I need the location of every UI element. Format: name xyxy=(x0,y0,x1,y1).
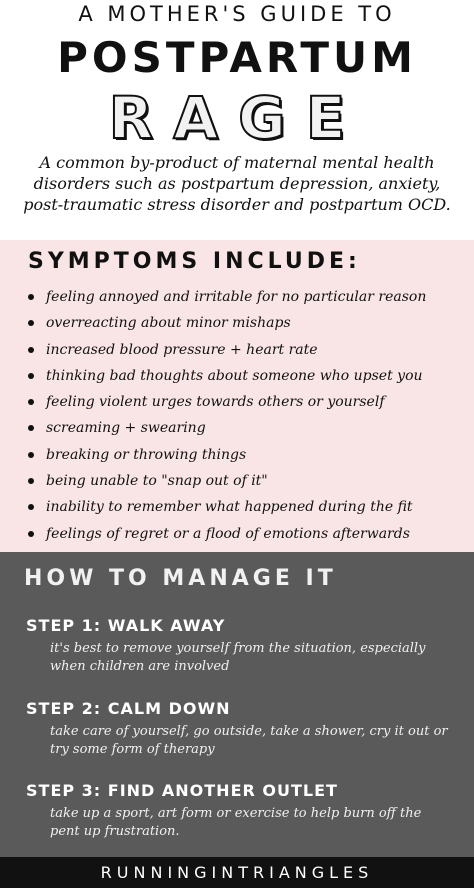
symptom-text: inability to remember what happened during the fit xyxy=(46,499,413,516)
symptom-text: thinking bad thoughts about someone who upset you xyxy=(46,367,423,384)
step-1 xyxy=(26,615,456,676)
page-title: POSTPARTUM xyxy=(57,33,417,82)
list-item xyxy=(28,310,458,336)
symptom-text: overreacting about minor mishaps xyxy=(46,315,291,332)
step-body: take up a sport, art form or exercise to help burn off the pent up frustration. xyxy=(50,806,422,839)
list-item xyxy=(28,468,458,494)
list-item xyxy=(28,284,458,310)
symptoms-section xyxy=(0,240,474,552)
list-item xyxy=(28,337,458,363)
bullet-icon xyxy=(28,373,34,379)
bullet-icon xyxy=(28,425,34,431)
step-body: take care of yourself, go outside, take a shower, cry it out or try some form of therapy xyxy=(50,724,448,757)
list-item xyxy=(28,363,458,389)
bullet-icon xyxy=(28,320,34,326)
list-item xyxy=(28,389,458,415)
step-title: STEP 1: WALK AWAY xyxy=(26,616,226,635)
bullet-icon xyxy=(28,452,34,458)
symptom-text: being unable to "snap out of it" xyxy=(46,473,268,490)
step-3 xyxy=(26,780,456,841)
list-item xyxy=(28,494,458,520)
step-title: STEP 2: CALM DOWN xyxy=(26,699,231,718)
manage-heading: HOW TO MANAGE IT xyxy=(24,566,337,591)
symptom-text: screaming + swearing xyxy=(46,420,206,437)
symptom-text: feeling violent urges towards others or yourself xyxy=(46,394,385,411)
step-title: STEP 3: FIND ANOTHER OUTLET xyxy=(26,781,338,800)
bullet-icon xyxy=(28,399,34,405)
list-item xyxy=(28,521,458,547)
bullet-icon xyxy=(28,478,34,484)
symptom-text: increased blood pressure + heart rate xyxy=(46,341,318,358)
list-item xyxy=(28,442,458,468)
symptoms-heading: SYMPTOMS INCLUDE: xyxy=(28,249,361,274)
symptoms-list xyxy=(28,284,458,547)
symptom-text: breaking or throwing things xyxy=(46,446,247,463)
bullet-icon xyxy=(28,294,34,300)
manage-section xyxy=(0,552,474,857)
page-title-rage: RAGE xyxy=(108,84,366,152)
header-section xyxy=(0,0,474,240)
supertitle: A MOTHER'S GUIDE TO xyxy=(78,2,396,26)
step-body: it's best to remove yourself from the situation, especially when children are involved xyxy=(50,641,426,674)
bullet-icon xyxy=(28,531,34,537)
bullet-icon xyxy=(28,504,34,510)
footer-brand: RUNNINGINTRIANGLES xyxy=(0,857,474,888)
step-2 xyxy=(26,698,456,759)
symptom-text: feelings of regret or a flood of emotions afterwards xyxy=(46,525,410,542)
list-item xyxy=(28,415,458,441)
bullet-icon xyxy=(28,347,34,353)
intro-text: A common by-product of maternal mental health disorders such as postpartum depression, anxiety, post-traumatic stress disorder and postpartum OCD. xyxy=(23,153,451,214)
symptom-text: feeling annoyed and irritable for no particular reason xyxy=(46,289,427,305)
